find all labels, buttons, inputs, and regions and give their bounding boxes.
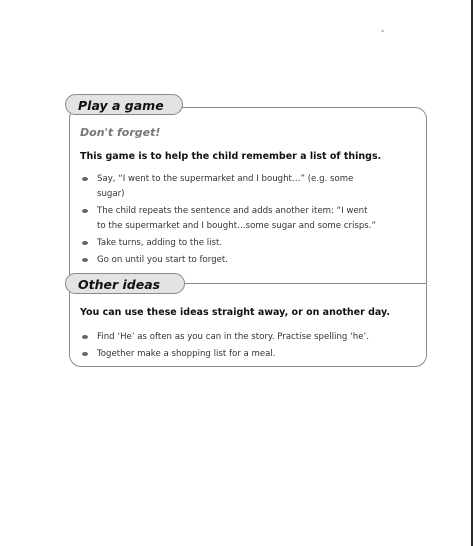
list-item-text-cont: sugar): [97, 189, 125, 199]
list-item-text: Go on until you start to forget.: [97, 255, 228, 265]
list-item-text: Say, “I went to the supermarket and I bought…” (e.g. some: [97, 174, 354, 184]
play-a-game-heading: Play a game: [65, 94, 183, 115]
bullet-icon: [82, 177, 88, 181]
list-item-text: Take turns, adding to the list.: [97, 238, 223, 248]
list-item-text-cont: to the supermarket and I bought…some sugar and some crisps.”: [97, 221, 376, 231]
list-item: [80, 236, 420, 251]
dont-forget-subheading: Don't forget!: [80, 126, 161, 139]
list-item-text: Find ‘He’ as often as you can in the story. Practise spelling ‘he’.: [97, 332, 370, 342]
list-item: [80, 172, 420, 202]
other-intro-text: You can use these ideas straight away, or on another day.: [80, 307, 390, 318]
list-item-text: Together make a shopping list for a meal.: [97, 349, 276, 359]
list-item-text: The child repeats the sentence and adds another item: “I went: [97, 206, 368, 216]
scan-speck: [381, 30, 384, 32]
other-ideas-heading: Other ideas: [65, 273, 185, 294]
list-item: [80, 253, 420, 268]
list-item: [80, 347, 420, 362]
other-ideas-list: [80, 330, 420, 364]
bullet-icon: [82, 352, 88, 356]
play-instructions-list: [80, 172, 420, 270]
bullet-icon: [82, 335, 88, 339]
bullet-icon: [82, 241, 88, 245]
play-intro-text: This game is to help the child remember a list of things.: [80, 151, 382, 162]
list-item: [80, 330, 420, 345]
bullet-icon: [82, 258, 88, 262]
list-item: [80, 204, 420, 234]
bullet-icon: [82, 209, 88, 213]
